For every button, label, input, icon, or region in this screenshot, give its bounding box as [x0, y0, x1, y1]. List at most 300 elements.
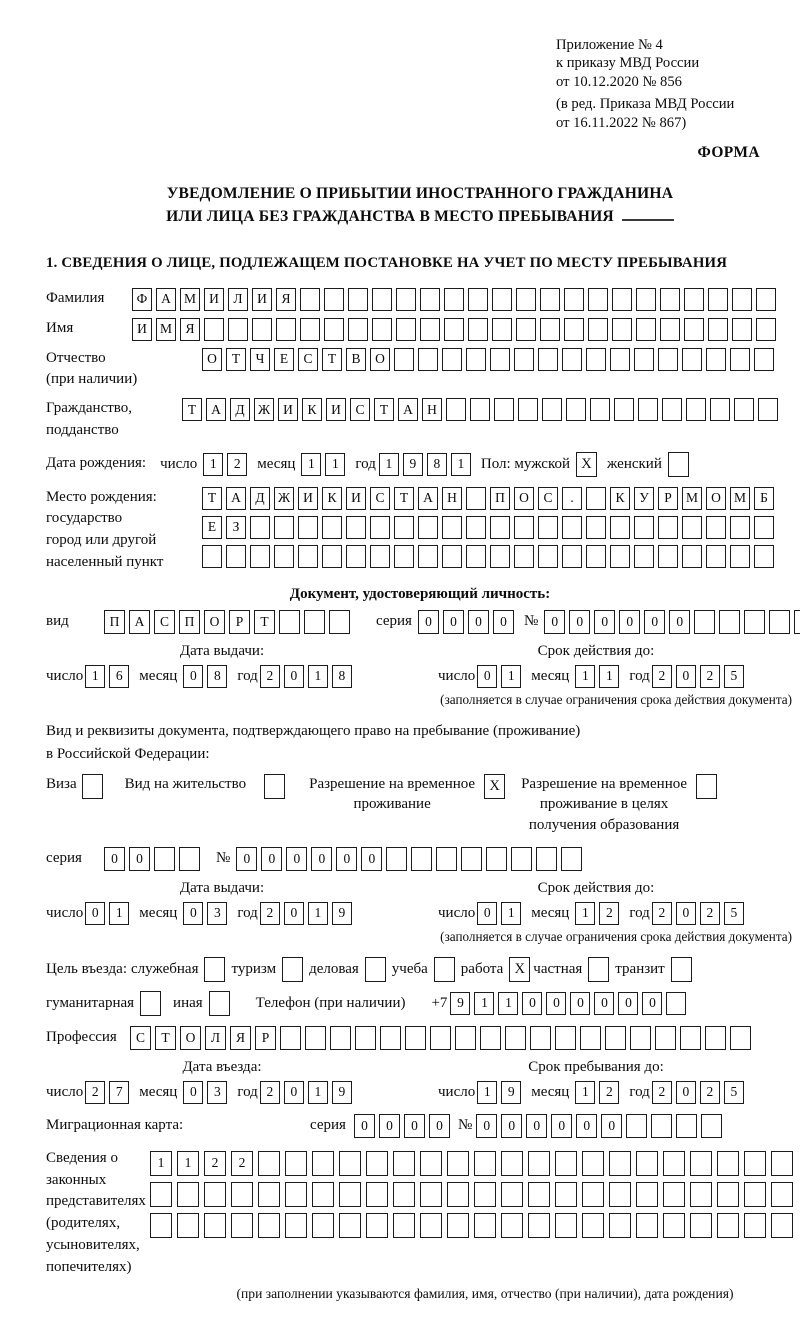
- char-cell[interactable]: 0: [336, 847, 357, 871]
- char-cell[interactable]: 3: [207, 902, 227, 925]
- char-cell[interactable]: [490, 545, 510, 568]
- char-cell[interactable]: [204, 1213, 226, 1238]
- char-cell[interactable]: [754, 348, 774, 371]
- char-cell[interactable]: [730, 1026, 751, 1050]
- char-cell[interactable]: Ж: [254, 398, 274, 421]
- char-cell[interactable]: [528, 1213, 550, 1238]
- char-cell[interactable]: [694, 610, 715, 634]
- char-cell[interactable]: 0: [429, 1114, 450, 1138]
- char-cell[interactable]: С: [154, 610, 175, 634]
- char-cell[interactable]: Л: [205, 1026, 226, 1050]
- char-cell[interactable]: 2: [204, 1151, 226, 1176]
- char-cell[interactable]: [542, 398, 562, 421]
- char-cell[interactable]: Н: [422, 398, 442, 421]
- char-cell[interactable]: [420, 1182, 442, 1207]
- char-cell[interactable]: [370, 545, 390, 568]
- char-cell[interactable]: [418, 545, 438, 568]
- char-cell[interactable]: [474, 1213, 496, 1238]
- char-cell[interactable]: [686, 398, 706, 421]
- char-cell[interactable]: [582, 1213, 604, 1238]
- char-cell[interactable]: 9: [332, 1081, 352, 1104]
- char-cell[interactable]: [705, 1026, 726, 1050]
- char-cell[interactable]: [396, 318, 416, 341]
- char-cell[interactable]: [717, 1182, 739, 1207]
- char-cell[interactable]: [555, 1026, 576, 1050]
- char-cell[interactable]: О: [202, 348, 222, 371]
- char-cell[interactable]: 1: [85, 665, 105, 688]
- char-cell[interactable]: [562, 545, 582, 568]
- char-cell[interactable]: 2: [227, 453, 247, 476]
- char-cell[interactable]: П: [490, 487, 510, 510]
- char-cell[interactable]: [676, 1114, 697, 1138]
- char-cell[interactable]: 2: [652, 665, 672, 688]
- char-cell[interactable]: 0: [443, 610, 464, 634]
- char-cell[interactable]: 0: [261, 847, 282, 871]
- char-cell[interactable]: [468, 318, 488, 341]
- char-cell[interactable]: 5: [724, 902, 744, 925]
- char-cell[interactable]: О: [706, 487, 726, 510]
- char-cell[interactable]: 0: [183, 665, 203, 688]
- char-cell[interactable]: [730, 545, 750, 568]
- char-cell[interactable]: [394, 516, 414, 539]
- char-cell[interactable]: 2: [260, 1081, 280, 1104]
- char-cell[interactable]: [280, 1026, 301, 1050]
- char-cell[interactable]: 0: [493, 610, 514, 634]
- char-cell[interactable]: Е: [202, 516, 222, 539]
- char-cell[interactable]: [730, 516, 750, 539]
- char-cell[interactable]: 0: [104, 847, 125, 871]
- char-cell[interactable]: 0: [501, 1114, 522, 1138]
- char-cell[interactable]: 0: [601, 1114, 622, 1138]
- char-cell[interactable]: 0: [669, 610, 690, 634]
- char-cell[interactable]: [150, 1213, 172, 1238]
- char-cell[interactable]: [468, 288, 488, 311]
- char-cell[interactable]: [538, 545, 558, 568]
- char-cell[interactable]: [610, 545, 630, 568]
- char-cell[interactable]: [719, 610, 740, 634]
- char-cell[interactable]: П: [179, 610, 200, 634]
- char-cell[interactable]: [324, 318, 344, 341]
- char-cell[interactable]: [329, 610, 350, 634]
- char-cell[interactable]: [474, 1151, 496, 1176]
- char-cell[interactable]: А: [398, 398, 418, 421]
- char-cell[interactable]: [514, 516, 534, 539]
- char-cell[interactable]: [444, 288, 464, 311]
- char-cell[interactable]: [586, 348, 606, 371]
- char-cell[interactable]: 1: [501, 902, 521, 925]
- char-cell[interactable]: [614, 398, 634, 421]
- char-cell[interactable]: Ж: [274, 487, 294, 510]
- char-cell[interactable]: [658, 545, 678, 568]
- char-cell[interactable]: 2: [652, 902, 672, 925]
- char-cell[interactable]: [708, 318, 728, 341]
- char-cell[interactable]: Я: [180, 318, 200, 341]
- char-cell[interactable]: 0: [619, 610, 640, 634]
- purpose-transit-checkbox[interactable]: [671, 957, 692, 982]
- char-cell[interactable]: [380, 1026, 401, 1050]
- char-cell[interactable]: [386, 847, 407, 871]
- char-cell[interactable]: [540, 288, 560, 311]
- char-cell[interactable]: [447, 1151, 469, 1176]
- char-cell[interactable]: С: [538, 487, 558, 510]
- char-cell[interactable]: 0: [476, 1114, 497, 1138]
- char-cell[interactable]: [562, 348, 582, 371]
- char-cell[interactable]: 8: [332, 665, 352, 688]
- char-cell[interactable]: [630, 1026, 651, 1050]
- char-cell[interactable]: [505, 1026, 526, 1050]
- char-cell[interactable]: З: [226, 516, 246, 539]
- char-cell[interactable]: С: [130, 1026, 151, 1050]
- char-cell[interactable]: [346, 516, 366, 539]
- char-cell[interactable]: [771, 1213, 793, 1238]
- char-cell[interactable]: [258, 1182, 280, 1207]
- char-cell[interactable]: К: [322, 487, 342, 510]
- char-cell[interactable]: [609, 1213, 631, 1238]
- char-cell[interactable]: Т: [226, 348, 246, 371]
- char-cell[interactable]: [366, 1213, 388, 1238]
- purpose-private-checkbox[interactable]: [588, 957, 609, 982]
- char-cell[interactable]: [405, 1026, 426, 1050]
- char-cell[interactable]: [634, 516, 654, 539]
- char-cell[interactable]: 1: [308, 1081, 328, 1104]
- char-cell[interactable]: [420, 1151, 442, 1176]
- char-cell[interactable]: [474, 1182, 496, 1207]
- char-cell[interactable]: [442, 516, 462, 539]
- char-cell[interactable]: 1: [474, 992, 494, 1015]
- char-cell[interactable]: 0: [642, 992, 662, 1015]
- char-cell[interactable]: [279, 610, 300, 634]
- char-cell[interactable]: [177, 1182, 199, 1207]
- char-cell[interactable]: 1: [301, 453, 321, 476]
- char-cell[interactable]: [300, 288, 320, 311]
- char-cell[interactable]: [682, 545, 702, 568]
- char-cell[interactable]: С: [370, 487, 390, 510]
- char-cell[interactable]: 8: [207, 665, 227, 688]
- char-cell[interactable]: [612, 288, 632, 311]
- char-cell[interactable]: [312, 1182, 334, 1207]
- purpose-official-checkbox[interactable]: [204, 957, 225, 982]
- char-cell[interactable]: [274, 545, 294, 568]
- char-cell[interactable]: [771, 1182, 793, 1207]
- char-cell[interactable]: [394, 545, 414, 568]
- option-temp-residence-checkbox[interactable]: X: [484, 774, 505, 799]
- char-cell[interactable]: 9: [501, 1081, 521, 1104]
- char-cell[interactable]: С: [298, 348, 318, 371]
- char-cell[interactable]: 9: [450, 992, 470, 1015]
- char-cell[interactable]: О: [514, 487, 534, 510]
- char-cell[interactable]: [461, 847, 482, 871]
- char-cell[interactable]: [366, 1151, 388, 1176]
- char-cell[interactable]: [555, 1182, 577, 1207]
- char-cell[interactable]: [466, 545, 486, 568]
- char-cell[interactable]: 0: [183, 902, 203, 925]
- char-cell[interactable]: 1: [308, 902, 328, 925]
- char-cell[interactable]: [730, 348, 750, 371]
- char-cell[interactable]: 2: [599, 902, 619, 925]
- char-cell[interactable]: .: [562, 487, 582, 510]
- char-cell[interactable]: [518, 398, 538, 421]
- char-cell[interactable]: [660, 318, 680, 341]
- char-cell[interactable]: 0: [551, 1114, 572, 1138]
- char-cell[interactable]: [684, 288, 704, 311]
- char-cell[interactable]: Т: [254, 610, 275, 634]
- char-cell[interactable]: У: [634, 487, 654, 510]
- char-cell[interactable]: [501, 1213, 523, 1238]
- char-cell[interactable]: [274, 516, 294, 539]
- char-cell[interactable]: [758, 398, 778, 421]
- char-cell[interactable]: [582, 1151, 604, 1176]
- char-cell[interactable]: [536, 847, 557, 871]
- char-cell[interactable]: [771, 1151, 793, 1176]
- char-cell[interactable]: [339, 1151, 361, 1176]
- char-cell[interactable]: [298, 545, 318, 568]
- char-cell[interactable]: [658, 516, 678, 539]
- char-cell[interactable]: [304, 610, 325, 634]
- char-cell[interactable]: 0: [594, 610, 615, 634]
- char-cell[interactable]: 0: [594, 992, 614, 1015]
- char-cell[interactable]: 0: [418, 610, 439, 634]
- char-cell[interactable]: И: [326, 398, 346, 421]
- char-cell[interactable]: [490, 516, 510, 539]
- char-cell[interactable]: И: [132, 318, 152, 341]
- char-cell[interactable]: [322, 545, 342, 568]
- char-cell[interactable]: [638, 398, 658, 421]
- char-cell[interactable]: 3: [207, 1081, 227, 1104]
- char-cell[interactable]: [663, 1151, 685, 1176]
- char-cell[interactable]: [706, 516, 726, 539]
- char-cell[interactable]: [442, 348, 462, 371]
- char-cell[interactable]: [231, 1182, 253, 1207]
- char-cell[interactable]: 0: [569, 610, 590, 634]
- char-cell[interactable]: [690, 1151, 712, 1176]
- char-cell[interactable]: [636, 318, 656, 341]
- char-cell[interactable]: 0: [379, 1114, 400, 1138]
- char-cell[interactable]: [396, 288, 416, 311]
- char-cell[interactable]: [322, 516, 342, 539]
- char-cell[interactable]: [732, 288, 752, 311]
- char-cell[interactable]: [706, 545, 726, 568]
- char-cell[interactable]: [420, 318, 440, 341]
- char-cell[interactable]: [418, 348, 438, 371]
- char-cell[interactable]: [690, 1213, 712, 1238]
- char-cell[interactable]: 0: [404, 1114, 425, 1138]
- char-cell[interactable]: [612, 318, 632, 341]
- char-cell[interactable]: 0: [284, 665, 304, 688]
- option-visa-checkbox[interactable]: [82, 774, 103, 799]
- char-cell[interactable]: [538, 516, 558, 539]
- char-cell[interactable]: [466, 348, 486, 371]
- char-cell[interactable]: [744, 1151, 766, 1176]
- char-cell[interactable]: 1: [575, 1081, 595, 1104]
- char-cell[interactable]: [636, 288, 656, 311]
- char-cell[interactable]: [754, 545, 774, 568]
- char-cell[interactable]: [564, 318, 584, 341]
- sex-male-checkbox[interactable]: X: [576, 452, 597, 477]
- char-cell[interactable]: Ф: [132, 288, 152, 311]
- char-cell[interactable]: [684, 318, 704, 341]
- char-cell[interactable]: 0: [311, 847, 332, 871]
- char-cell[interactable]: 1: [599, 665, 619, 688]
- char-cell[interactable]: 1: [379, 453, 399, 476]
- option-residence-permit-checkbox[interactable]: [264, 774, 285, 799]
- char-cell[interactable]: Е: [274, 348, 294, 371]
- char-cell[interactable]: [501, 1182, 523, 1207]
- char-cell[interactable]: 9: [403, 453, 423, 476]
- char-cell[interactable]: [710, 398, 730, 421]
- char-cell[interactable]: 0: [477, 665, 497, 688]
- char-cell[interactable]: [466, 516, 486, 539]
- char-cell[interactable]: А: [226, 487, 246, 510]
- char-cell[interactable]: [492, 318, 512, 341]
- char-cell[interactable]: 0: [361, 847, 382, 871]
- option-temp-residence-education-checkbox[interactable]: [696, 774, 717, 799]
- char-cell[interactable]: 7: [109, 1081, 129, 1104]
- char-cell[interactable]: [690, 1182, 712, 1207]
- char-cell[interactable]: 2: [85, 1081, 105, 1104]
- char-cell[interactable]: Я: [276, 288, 296, 311]
- char-cell[interactable]: [355, 1026, 376, 1050]
- sex-female-checkbox[interactable]: [668, 452, 689, 477]
- char-cell[interactable]: 0: [570, 992, 590, 1015]
- char-cell[interactable]: [794, 610, 800, 634]
- char-cell[interactable]: [651, 1114, 672, 1138]
- char-cell[interactable]: [528, 1182, 550, 1207]
- char-cell[interactable]: И: [278, 398, 298, 421]
- char-cell[interactable]: Д: [230, 398, 250, 421]
- char-cell[interactable]: [610, 348, 630, 371]
- char-cell[interactable]: [744, 1182, 766, 1207]
- char-cell[interactable]: Т: [182, 398, 202, 421]
- char-cell[interactable]: [436, 847, 457, 871]
- char-cell[interactable]: 0: [522, 992, 542, 1015]
- char-cell[interactable]: [636, 1182, 658, 1207]
- char-cell[interactable]: 0: [618, 992, 638, 1015]
- char-cell[interactable]: 1: [177, 1151, 199, 1176]
- char-cell[interactable]: [202, 545, 222, 568]
- char-cell[interactable]: Р: [229, 610, 250, 634]
- char-cell[interactable]: [769, 610, 790, 634]
- char-cell[interactable]: 0: [284, 902, 304, 925]
- char-cell[interactable]: [455, 1026, 476, 1050]
- char-cell[interactable]: 2: [231, 1151, 253, 1176]
- char-cell[interactable]: [528, 1151, 550, 1176]
- char-cell[interactable]: [634, 348, 654, 371]
- purpose-other-checkbox[interactable]: [209, 991, 230, 1016]
- char-cell[interactable]: [540, 318, 560, 341]
- char-cell[interactable]: Н: [442, 487, 462, 510]
- char-cell[interactable]: [285, 1151, 307, 1176]
- char-cell[interactable]: [555, 1213, 577, 1238]
- char-cell[interactable]: [706, 348, 726, 371]
- char-cell[interactable]: [177, 1213, 199, 1238]
- char-cell[interactable]: [754, 516, 774, 539]
- char-cell[interactable]: [372, 318, 392, 341]
- char-cell[interactable]: 1: [325, 453, 345, 476]
- char-cell[interactable]: С: [350, 398, 370, 421]
- char-cell[interactable]: [605, 1026, 626, 1050]
- char-cell[interactable]: [636, 1151, 658, 1176]
- char-cell[interactable]: [582, 1182, 604, 1207]
- char-cell[interactable]: [561, 847, 582, 871]
- char-cell[interactable]: [490, 348, 510, 371]
- char-cell[interactable]: 0: [544, 610, 565, 634]
- char-cell[interactable]: И: [252, 288, 272, 311]
- char-cell[interactable]: [660, 288, 680, 311]
- char-cell[interactable]: [538, 348, 558, 371]
- char-cell[interactable]: [258, 1213, 280, 1238]
- char-cell[interactable]: [228, 318, 248, 341]
- char-cell[interactable]: [305, 1026, 326, 1050]
- char-cell[interactable]: [330, 1026, 351, 1050]
- char-cell[interactable]: 0: [644, 610, 665, 634]
- char-cell[interactable]: 8: [427, 453, 447, 476]
- char-cell[interactable]: 1: [498, 992, 518, 1015]
- char-cell[interactable]: [666, 992, 686, 1015]
- char-cell[interactable]: 0: [468, 610, 489, 634]
- char-cell[interactable]: [514, 545, 534, 568]
- char-cell[interactable]: 0: [354, 1114, 375, 1138]
- char-cell[interactable]: А: [206, 398, 226, 421]
- char-cell[interactable]: [756, 318, 776, 341]
- char-cell[interactable]: [717, 1151, 739, 1176]
- char-cell[interactable]: Т: [322, 348, 342, 371]
- char-cell[interactable]: [466, 487, 486, 510]
- char-cell[interactable]: Б: [754, 487, 774, 510]
- char-cell[interactable]: [393, 1182, 415, 1207]
- char-cell[interactable]: [312, 1151, 334, 1176]
- char-cell[interactable]: [285, 1182, 307, 1207]
- char-cell[interactable]: 0: [546, 992, 566, 1015]
- purpose-study-checkbox[interactable]: [434, 957, 455, 982]
- char-cell[interactable]: 5: [724, 1081, 744, 1104]
- char-cell[interactable]: [511, 847, 532, 871]
- char-cell[interactable]: [626, 1114, 647, 1138]
- char-cell[interactable]: [530, 1026, 551, 1050]
- char-cell[interactable]: О: [204, 610, 225, 634]
- char-cell[interactable]: А: [129, 610, 150, 634]
- char-cell[interactable]: М: [180, 288, 200, 311]
- char-cell[interactable]: М: [682, 487, 702, 510]
- char-cell[interactable]: [300, 318, 320, 341]
- char-cell[interactable]: 0: [286, 847, 307, 871]
- char-cell[interactable]: В: [346, 348, 366, 371]
- char-cell[interactable]: [586, 516, 606, 539]
- char-cell[interactable]: [258, 1151, 280, 1176]
- char-cell[interactable]: П: [104, 610, 125, 634]
- char-cell[interactable]: [252, 318, 272, 341]
- char-cell[interactable]: 0: [676, 665, 696, 688]
- char-cell[interactable]: 0: [183, 1081, 203, 1104]
- char-cell[interactable]: 0: [526, 1114, 547, 1138]
- char-cell[interactable]: Я: [230, 1026, 251, 1050]
- char-cell[interactable]: [470, 398, 490, 421]
- char-cell[interactable]: [298, 516, 318, 539]
- char-cell[interactable]: [501, 1151, 523, 1176]
- char-cell[interactable]: [420, 1213, 442, 1238]
- char-cell[interactable]: [370, 516, 390, 539]
- char-cell[interactable]: [516, 288, 536, 311]
- purpose-humanitarian-checkbox[interactable]: [140, 991, 161, 1016]
- char-cell[interactable]: [494, 398, 514, 421]
- char-cell[interactable]: [393, 1213, 415, 1238]
- char-cell[interactable]: 0: [676, 1081, 696, 1104]
- char-cell[interactable]: [586, 545, 606, 568]
- char-cell[interactable]: [276, 318, 296, 341]
- char-cell[interactable]: Д: [250, 487, 270, 510]
- char-cell[interactable]: [744, 610, 765, 634]
- char-cell[interactable]: 5: [724, 665, 744, 688]
- char-cell[interactable]: [348, 288, 368, 311]
